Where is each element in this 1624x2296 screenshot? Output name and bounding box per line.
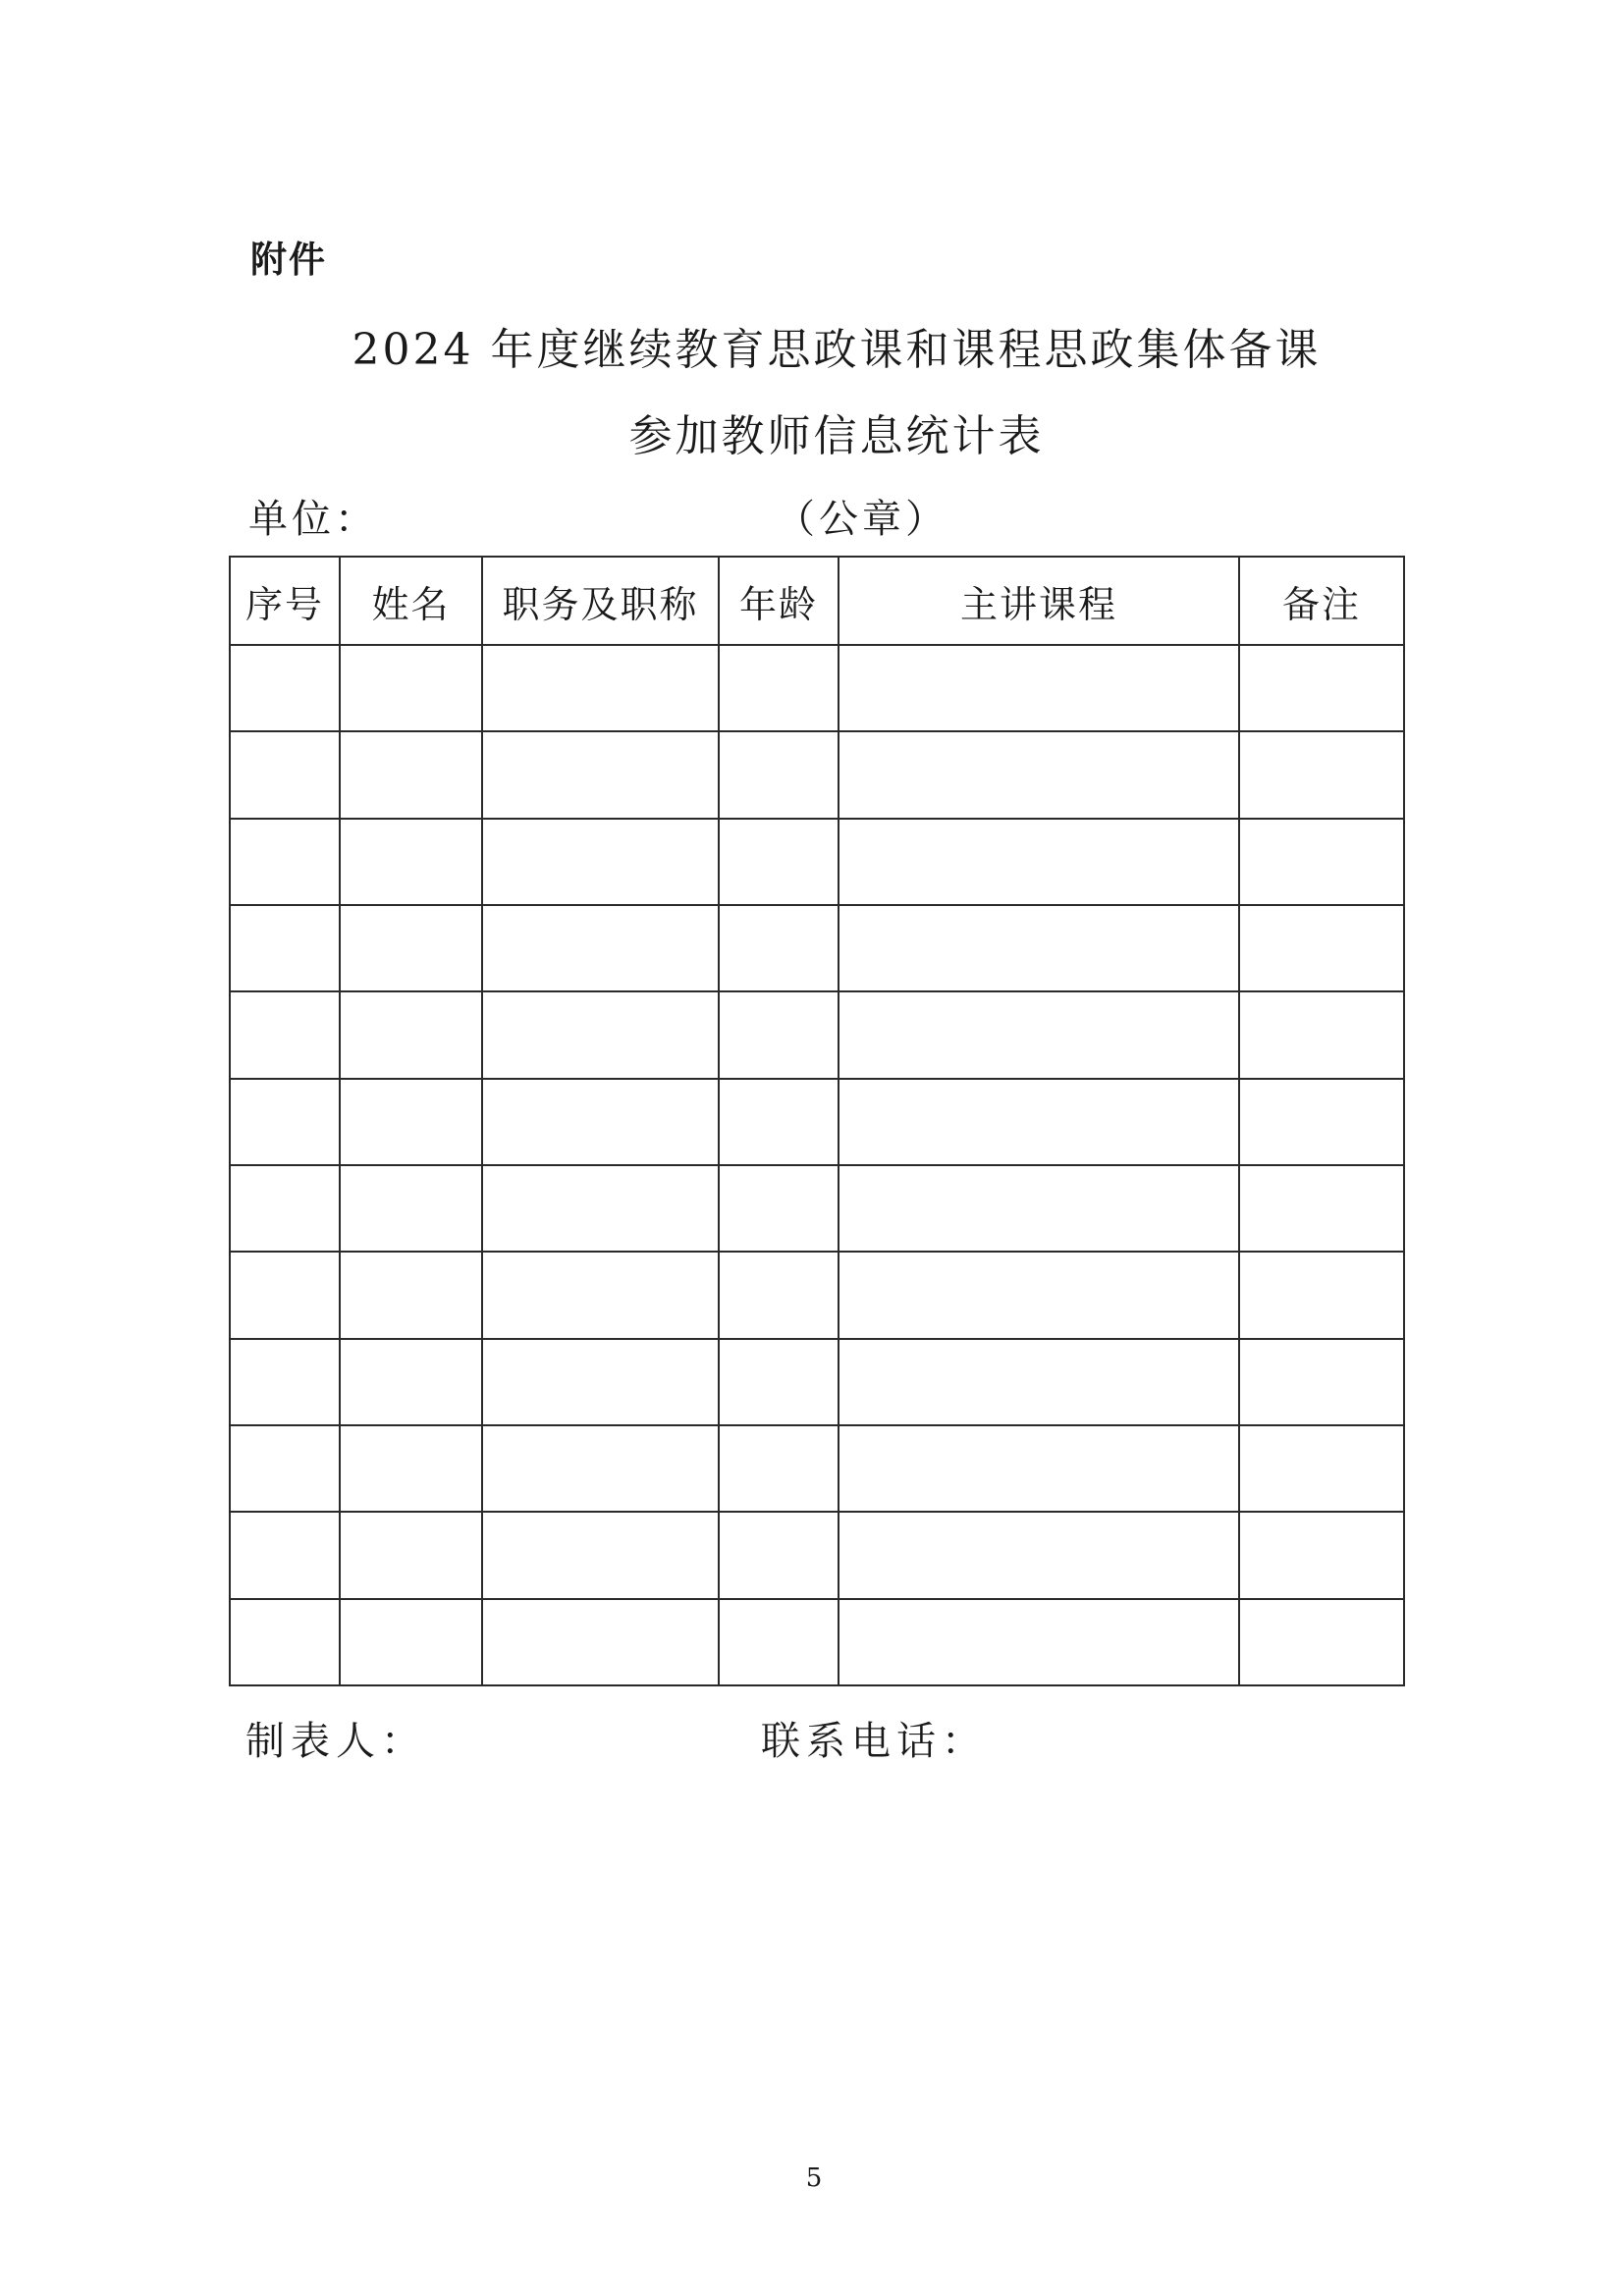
age-cell [719, 1079, 839, 1165]
header-name: 姓名 [340, 557, 482, 645]
table-row [230, 1079, 1404, 1165]
remarks-cell [1239, 645, 1404, 731]
header-position-title: 职务及职称 [482, 557, 719, 645]
attachment-label: 附件 [250, 239, 327, 281]
serial-number-cell [230, 1079, 340, 1165]
age-cell [719, 905, 839, 991]
table-row [230, 1339, 1404, 1425]
position-title-cell [482, 819, 719, 905]
table-row [230, 731, 1404, 818]
position-title-cell [482, 1425, 719, 1512]
remarks-cell [1239, 1339, 1404, 1425]
serial-number-cell [230, 1252, 340, 1338]
table-row [230, 1165, 1404, 1252]
position-title-cell [482, 1165, 719, 1252]
position-title-cell [482, 1599, 719, 1685]
name-cell [340, 1165, 482, 1252]
position-title-cell [482, 731, 719, 818]
age-cell [719, 1599, 839, 1685]
main-course-cell [839, 1165, 1239, 1252]
table-row [230, 1252, 1404, 1338]
table-row [230, 1512, 1404, 1598]
age-cell [719, 645, 839, 731]
position-title-cell [482, 905, 719, 991]
name-cell [340, 1252, 482, 1338]
main-course-cell [839, 731, 1239, 818]
age-cell [719, 1165, 839, 1252]
age-cell [719, 731, 839, 818]
name-cell [340, 1079, 482, 1165]
unit-field-label: 单位： [248, 497, 378, 542]
serial-number-cell [230, 1425, 340, 1512]
position-title-cell [482, 1252, 719, 1338]
header-serial-number: 序号 [230, 557, 340, 645]
contact-phone-label: 联系电话： [761, 1719, 987, 1764]
remarks-cell [1239, 1425, 1404, 1512]
name-cell [340, 1425, 482, 1512]
header-main-course: 主讲课程 [839, 557, 1239, 645]
position-title-cell [482, 1512, 719, 1598]
main-course-cell [839, 645, 1239, 731]
remarks-cell [1239, 819, 1404, 905]
main-course-cell [839, 1599, 1239, 1685]
name-cell [340, 905, 482, 991]
serial-number-cell [230, 1512, 340, 1598]
main-course-cell [839, 1252, 1239, 1338]
remarks-cell [1239, 905, 1404, 991]
name-cell [340, 645, 482, 731]
table-row [230, 991, 1404, 1078]
remarks-cell [1239, 1252, 1404, 1338]
remarks-cell [1239, 1079, 1404, 1165]
table-header-row [230, 557, 1404, 645]
main-course-cell [839, 905, 1239, 991]
remarks-cell [1239, 1165, 1404, 1252]
main-course-cell [839, 1425, 1239, 1512]
page-number: 5 [805, 2163, 823, 2193]
teacher-info-table-container [229, 556, 1403, 1686]
remarks-cell [1239, 991, 1404, 1078]
position-title-cell [482, 1079, 719, 1165]
main-course-cell [839, 1512, 1239, 1598]
name-cell [340, 1339, 482, 1425]
name-cell [340, 1599, 482, 1685]
table-row [230, 1599, 1404, 1685]
age-cell [719, 1339, 839, 1425]
main-course-cell [839, 819, 1239, 905]
serial-number-cell [230, 645, 340, 731]
serial-number-cell [230, 1599, 340, 1685]
header-age: 年龄 [719, 557, 839, 645]
name-cell [340, 819, 482, 905]
teacher-info-table [229, 556, 1405, 1686]
position-title-cell [482, 991, 719, 1078]
serial-number-cell [230, 1165, 340, 1252]
name-cell [340, 1512, 482, 1598]
position-title-cell [482, 645, 719, 731]
main-course-cell [839, 1079, 1239, 1165]
preparer-label: 制表人： [245, 1719, 426, 1764]
main-course-cell [839, 991, 1239, 1078]
serial-number-cell [230, 905, 340, 991]
table-body [230, 645, 1404, 1685]
age-cell [719, 1252, 839, 1338]
document-title-line-2: 参加教师信息统计表 [628, 411, 1045, 461]
serial-number-cell [230, 1339, 340, 1425]
remarks-cell [1239, 1599, 1404, 1685]
header-remarks: 备注 [1239, 557, 1404, 645]
remarks-cell [1239, 731, 1404, 818]
table-row [230, 905, 1404, 991]
document-title-line-1: 2024 年度继续教育思政课和课程思政集体备课 [352, 325, 1322, 375]
table-row [230, 819, 1404, 905]
main-course-cell [839, 1339, 1239, 1425]
table-row [230, 1425, 1404, 1512]
remarks-cell [1239, 1512, 1404, 1598]
serial-number-cell [230, 991, 340, 1078]
age-cell [719, 991, 839, 1078]
official-seal-label: （公章） [776, 497, 948, 542]
age-cell [719, 819, 839, 905]
name-cell [340, 731, 482, 818]
serial-number-cell [230, 731, 340, 818]
table-row [230, 645, 1404, 731]
serial-number-cell [230, 819, 340, 905]
position-title-cell [482, 1339, 719, 1425]
age-cell [719, 1512, 839, 1598]
name-cell [340, 991, 482, 1078]
age-cell [719, 1425, 839, 1512]
